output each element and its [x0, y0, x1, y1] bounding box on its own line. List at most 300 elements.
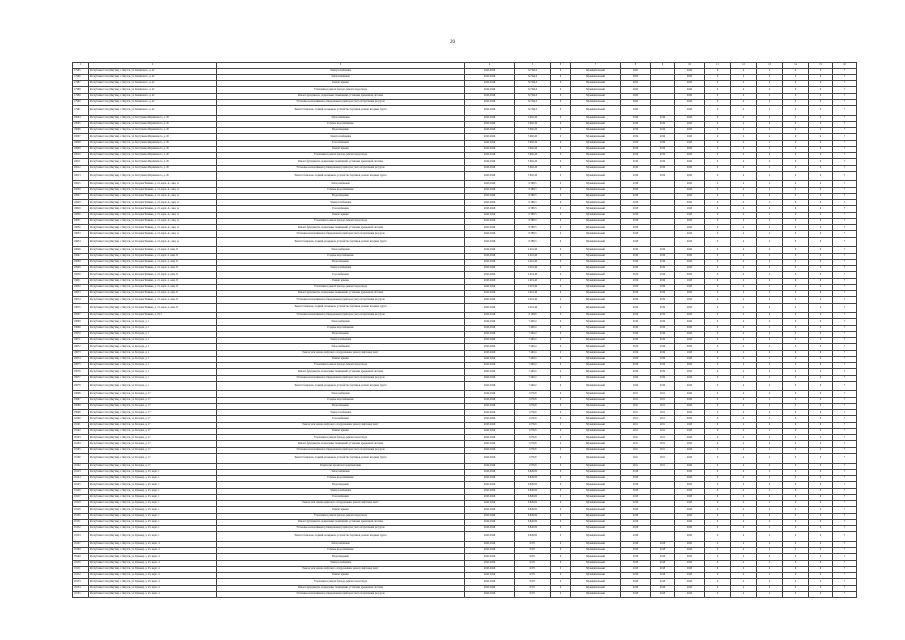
table-cell: 0	[783, 532, 809, 542]
table-cell: 4	[731, 363, 757, 369]
table-cell: 2	[757, 560, 783, 566]
table-cell: 4	[731, 74, 757, 80]
table-cell: Водоотведение	[217, 554, 465, 560]
table-cell: 0	[551, 541, 571, 547]
table-cell: 7	[833, 121, 857, 127]
table-cell: 7 400,4	[515, 350, 551, 356]
table-cell: 0	[809, 121, 833, 127]
table-cell: 18069	[73, 325, 89, 331]
table-cell: 2045-2046	[465, 501, 515, 507]
table-cell: 2045-2046	[465, 566, 515, 572]
table-cell: Республика Саха (Якутия), г. Якутск, ул. Белинского, д. 42	[89, 87, 217, 93]
table-cell: Муниципальный	[571, 410, 621, 416]
table-cell: Муниципальный	[571, 266, 621, 272]
table-cell: 0	[551, 247, 571, 253]
table-cell: 4	[731, 482, 757, 488]
table-cell: 2	[757, 344, 783, 350]
table-cell: 0	[809, 541, 833, 547]
table-cell	[651, 106, 675, 116]
table-cell: 2019	[621, 319, 651, 325]
table-cell: 2045-2046	[465, 181, 515, 187]
table-cell: 7	[833, 140, 857, 146]
table-cell: Муниципальный	[571, 278, 621, 284]
table-cell: 2011	[651, 391, 675, 397]
table-cell: 18032	[73, 225, 89, 231]
table-cell: Муниципальный	[571, 81, 621, 87]
capital-repair-table	[72, 62, 857, 598]
table-cell: 2	[757, 247, 783, 253]
table-cell: 0	[809, 284, 833, 290]
table-cell: 7	[833, 266, 857, 272]
table-cell: 2045	[621, 68, 651, 74]
table-cell: 4	[731, 566, 757, 572]
table-cell: Муниципальный	[571, 526, 621, 532]
table-cell: 2 401,40	[515, 291, 551, 297]
table-cell: 7	[833, 375, 857, 381]
table-cell: Ремонт крыши	[217, 212, 465, 218]
table-cell: 2	[757, 494, 783, 500]
table-cell: 0	[551, 435, 571, 441]
table-cell: 0	[809, 494, 833, 500]
table-cell: 2045	[675, 453, 705, 463]
table-cell: 18055	[73, 303, 89, 313]
table-cell: 2	[757, 381, 783, 391]
table-cell: 0	[783, 554, 809, 560]
table-cell: 18048	[73, 259, 89, 265]
table-cell: 18102	[73, 428, 89, 434]
table-cell: Республика Саха (Якутия), г. Якутск, ул. Бестужева-Марлинского, д. 20	[89, 165, 217, 171]
table-cell: 4	[731, 591, 757, 597]
table-cell: 2019	[651, 284, 675, 290]
table-cell: 18075	[73, 363, 89, 369]
table-cell: 0	[809, 422, 833, 428]
table-cell: 0	[551, 278, 571, 284]
table-cell: 18147	[73, 541, 89, 547]
table-cell: 2045-2046	[465, 573, 515, 579]
table-cell: Муниципальный	[571, 435, 621, 441]
table-cell: 0	[783, 441, 809, 447]
table-cell: 2045	[675, 410, 705, 416]
table-cell: 0	[809, 441, 833, 447]
table-cell: 0	[783, 284, 809, 290]
table-cell: Муниципальный	[571, 441, 621, 447]
table-cell: 18124	[73, 476, 89, 482]
table-cell: 2	[757, 482, 783, 488]
table-cell: Республика Саха (Якутия), г. Якутск, ул. Бограда, д. 1	[89, 338, 217, 344]
table-cell: 7	[833, 187, 857, 193]
table-cell: Муниципальный	[571, 391, 621, 397]
table-cell: Муниципальный	[571, 416, 621, 422]
table-cell: Республика Саха (Якутия), г. Якутск, ул. Богдана Чижика, д. 21, корп. А, секц. А	[89, 231, 217, 237]
table-cell: 2045-2046	[465, 441, 515, 447]
table-cell: 6 388,3	[515, 225, 551, 231]
table-cell: 2011	[651, 403, 675, 409]
table-cell: 18077	[73, 375, 89, 381]
table-cell: 2045	[621, 93, 651, 99]
table-cell: 4	[731, 391, 757, 397]
table-cell: Теплоснабжение	[217, 391, 465, 397]
table-cell: 2045-2046	[465, 121, 515, 127]
table-cell: 2019	[621, 350, 651, 356]
table-cell: 2045	[675, 266, 705, 272]
table-cell: 6 388,3	[515, 200, 551, 206]
table-cell: 2018	[621, 237, 651, 247]
table-cell: 2011	[651, 428, 675, 434]
table-cell: 2045-2046	[465, 331, 515, 337]
table-cell: 3 062,20	[515, 134, 551, 140]
table-cell: 2045-2046	[465, 200, 515, 206]
table-cell: 0	[705, 591, 731, 597]
table-cell: 0	[809, 134, 833, 140]
table-cell: 4	[731, 428, 757, 434]
table-cell: 0	[705, 128, 731, 134]
table-cell: 2	[757, 206, 783, 212]
table-cell: 0	[783, 507, 809, 513]
table-cell: 0	[809, 507, 833, 513]
table-cell: 7	[833, 501, 857, 507]
table-cell: Утепление и ремонт фасада, ремонт водоотвода	[217, 218, 465, 224]
table-cell: Республика Саха (Якутия), г. Якутск, ул. Бульвар, д. 25, корп. 4	[89, 560, 217, 566]
table-cell: Республика Саха (Якутия), г. Якутск, ул. Белинского, д. 42	[89, 68, 217, 74]
table-cell: 18097	[73, 397, 89, 403]
table-cell: Республика Саха (Якутия), г. Якутск, ул. Бульвар, д. 25, корп. 1	[89, 519, 217, 525]
table-cell: 4	[731, 146, 757, 152]
table-cell: 2045-2046	[465, 225, 515, 231]
table-cell: 2019	[621, 338, 651, 344]
table-cell: Ремонт крыши	[217, 428, 465, 434]
table-cell: 0	[809, 181, 833, 187]
table-cell: 0	[783, 519, 809, 525]
table-cell: 2018	[621, 591, 651, 597]
table-cell: 0	[551, 121, 571, 127]
table-cell: 4	[731, 463, 757, 469]
table-cell: 4	[731, 278, 757, 284]
table-cell: 4	[731, 356, 757, 362]
table-cell: 2	[757, 447, 783, 453]
table-cell: Муниципальный	[571, 128, 621, 134]
table-cell: 2	[757, 134, 783, 140]
table-cell: 0	[705, 106, 731, 116]
table-cell: 0	[705, 313, 731, 319]
table-cell: 7	[833, 284, 857, 290]
table-cell: 4	[731, 476, 757, 482]
table-cell: 4	[731, 253, 757, 259]
table-cell: 2019	[651, 259, 675, 265]
table-cell: 0	[783, 313, 809, 319]
table-cell: Республика Саха (Якутия), г. Якутск, ул. Бульвар, д. 25, корп. 1	[89, 513, 217, 519]
table-cell: 2018	[621, 494, 651, 500]
table-cell: 2019	[621, 253, 651, 259]
table-cell: 2	[757, 121, 783, 127]
table-cell: 0	[705, 416, 731, 422]
table-cell: 7	[833, 463, 857, 469]
table-cell: Муниципальный	[571, 363, 621, 369]
table-cell: 0	[809, 212, 833, 218]
table-cell: 2045	[675, 476, 705, 482]
table-cell: 2045-2046	[465, 68, 515, 74]
table-cell: 2	[757, 554, 783, 560]
table-cell: 2045-2046	[465, 476, 515, 482]
table-cell: 2	[757, 153, 783, 159]
table-cell: 3 062,20	[515, 115, 551, 121]
table-cell: 7	[833, 225, 857, 231]
table-cell: 2045	[675, 585, 705, 591]
table-cell: 7	[833, 560, 857, 566]
table-cell: 0	[551, 153, 571, 159]
table-cell: Теплоснабжение	[217, 181, 465, 187]
table-cell: Республика Саха (Якутия), г. Якутск, ул. Бульвар, д. 25, корп. 4	[89, 573, 217, 579]
table-cell: 2019	[651, 338, 675, 344]
table-cell: Муниципальный	[571, 488, 621, 494]
table-cell: Муниципальный	[571, 325, 621, 331]
table-cell: 0	[551, 266, 571, 272]
table-cell: 0	[809, 369, 833, 375]
table-cell: 7	[833, 231, 857, 237]
table-cell: 18054	[73, 297, 89, 303]
table-cell: 0	[783, 447, 809, 453]
table-cell: 2019	[651, 121, 675, 127]
table-cell: 2045-2046	[465, 532, 515, 542]
table-cell: 2045	[675, 381, 705, 391]
table-cell: 2045	[621, 99, 651, 105]
table-cell: 2018	[621, 585, 651, 591]
table-cell: Электроснабжение	[217, 338, 465, 344]
table-cell: 3 062,20	[515, 146, 551, 152]
table-cell: 7	[833, 469, 857, 475]
table-cell: 0	[809, 591, 833, 597]
table-cell: 7	[833, 541, 857, 547]
table-cell: 0	[809, 453, 833, 463]
table-cell: 0	[809, 338, 833, 344]
table-cell: 18126	[73, 488, 89, 494]
table-cell: 0	[809, 532, 833, 542]
table-cell: 2045-2046	[465, 99, 515, 105]
table-cell: 2019	[621, 165, 651, 171]
table-cell: 6 388,3	[515, 181, 551, 187]
table-cell: 2018	[621, 469, 651, 475]
table-cell: 2045	[675, 519, 705, 525]
table-cell: Ремонт или замена лифтового оборудования, ремонт лифтовых шахт	[217, 422, 465, 428]
table-cell: Республика Саха (Якутия), г. Якутск, ул. Богдана, д. 17	[89, 410, 217, 416]
table-body	[73, 68, 857, 598]
table-cell: 0	[705, 165, 731, 171]
table-cell: 7	[833, 181, 857, 187]
table-cell: 7	[833, 74, 857, 80]
table-cell: 2019	[621, 159, 651, 165]
table-row	[73, 591, 857, 597]
table-cell: 0	[705, 331, 731, 337]
table-cell: Ремонт балконов, лоджий, козырьков, устройство бортиков, ремонт входных групп	[217, 106, 465, 116]
table-cell: 2	[757, 532, 783, 542]
table-cell: 0	[809, 87, 833, 93]
table-cell: Установка коллективных (общедомовых) приборов учета потребления ресурсов	[217, 297, 465, 303]
table-cell: 7	[833, 422, 857, 428]
table-cell: Газоснабжение	[217, 416, 465, 422]
table-cell: 0	[705, 259, 731, 265]
table-cell: 2045	[675, 338, 705, 344]
table-cell: 2045-2046	[465, 206, 515, 212]
table-cell: 2	[757, 541, 783, 547]
table-cell: 2045	[621, 87, 651, 93]
table-cell: 2045-2046	[465, 363, 515, 369]
table-cell: 2045	[675, 375, 705, 381]
table-cell: 0	[705, 554, 731, 560]
table-cell: 4	[731, 532, 757, 542]
table-cell: 4	[731, 513, 757, 519]
table-cell: 0	[783, 81, 809, 87]
table-cell: 4	[731, 526, 757, 532]
table-cell: 0	[783, 356, 809, 362]
table-cell: 0	[551, 106, 571, 116]
table-cell: 7	[833, 397, 857, 403]
table-cell: 18152	[73, 573, 89, 579]
table-cell: 2	[757, 416, 783, 422]
table-cell: 2045	[675, 187, 705, 193]
table-cell: 0	[551, 391, 571, 397]
table-cell: Республика Саха (Якутия), г. Якутск, ул. Бограда, д. 1	[89, 363, 217, 369]
table-cell: 2018	[621, 193, 651, 199]
table-cell: 2018	[621, 519, 651, 525]
table-cell: 0	[783, 566, 809, 572]
table-cell: 0	[705, 87, 731, 93]
table-cell: 2011	[651, 447, 675, 453]
table-cell: 2045-2046	[465, 507, 515, 513]
table-cell: 2045	[675, 554, 705, 560]
column-header: 5	[515, 63, 551, 69]
table-cell: 0	[551, 206, 571, 212]
table-cell: 2045-2046	[465, 325, 515, 331]
table-cell: 2019	[651, 153, 675, 159]
table-cell: 0	[705, 356, 731, 362]
table-cell: 2045	[675, 397, 705, 403]
table-cell: 2 401,40	[515, 272, 551, 278]
table-cell: 0	[705, 381, 731, 391]
table-cell: 2045	[675, 344, 705, 350]
table-cell: 0	[551, 469, 571, 475]
table-cell: 0	[783, 259, 809, 265]
table-cell: 0	[809, 526, 833, 532]
table-cell: 32 594,0	[515, 68, 551, 74]
table-cell: 0	[551, 181, 571, 187]
table-cell: 0	[551, 501, 571, 507]
table-cell: 1 076,8	[515, 453, 551, 463]
table-cell: 0	[705, 585, 731, 591]
table-cell: 0	[705, 231, 731, 237]
table-cell: Ремонт фундамента, подвальных помещений, установка дренажной системы	[217, 159, 465, 165]
table-cell: 6 388,3	[515, 206, 551, 212]
table-cell: 0	[809, 74, 833, 80]
table-cell: 18008	[73, 140, 89, 146]
table-cell: Муниципальный	[571, 165, 621, 171]
table-cell: 0	[809, 266, 833, 272]
table-cell: 0	[809, 128, 833, 134]
table-cell: Муниципальный	[571, 591, 621, 597]
table-cell: 2045	[675, 278, 705, 284]
table-cell: 6 108,8	[515, 313, 551, 319]
table-cell: 18125	[73, 482, 89, 488]
table-cell: 7	[833, 153, 857, 159]
table-cell: 4	[731, 403, 757, 409]
table-cell: 2045-2046	[465, 560, 515, 566]
table-cell: 7 400,4	[515, 381, 551, 391]
table-cell: 2019	[651, 325, 675, 331]
table-cell: 0	[705, 469, 731, 475]
column-header: 11	[705, 63, 731, 69]
table-cell: 2018	[651, 591, 675, 597]
table-cell: 2019	[621, 140, 651, 146]
table-cell: 2019	[651, 369, 675, 375]
table-cell: 0	[551, 381, 571, 391]
table-cell: 7	[833, 548, 857, 554]
table-cell: 7	[833, 146, 857, 152]
table-cell: 2045-2046	[465, 313, 515, 319]
table-cell: Муниципальный	[571, 476, 621, 482]
table-cell: 0	[809, 278, 833, 284]
table-cell: 2	[757, 319, 783, 325]
table-cell: 2045-2046	[465, 381, 515, 391]
table-cell: Республика Саха (Якутия), г. Якутск, ул. Бульвар, д. 25, корп. 1	[89, 482, 217, 488]
table-cell: 6 826,82	[515, 501, 551, 507]
table-cell: 4	[731, 193, 757, 199]
table-cell: 2	[757, 259, 783, 265]
table-cell: 2045	[675, 165, 705, 171]
table-cell: 2011	[621, 441, 651, 447]
table-cell: 6 388,3	[515, 212, 551, 218]
table-cell: 2045	[675, 331, 705, 337]
table-cell: 2045-2046	[465, 106, 515, 116]
table-cell: 4	[731, 381, 757, 391]
table-cell: Республика Саха (Якутия), г. Якутск, ул. Бульвар, д. 25, корп. 1	[89, 532, 217, 542]
table-cell: Горячее водоснабжение	[217, 121, 465, 127]
table-cell: Муниципальный	[571, 494, 621, 500]
table-cell: 2011	[621, 435, 651, 441]
table-cell: 7	[833, 591, 857, 597]
table-cell: 0	[809, 200, 833, 206]
table-cell: 2018	[621, 218, 651, 224]
table-cell: Муниципальный	[571, 579, 621, 585]
table-cell: 0	[809, 573, 833, 579]
table-cell: 0	[551, 554, 571, 560]
table-cell: 6 388,3	[515, 187, 551, 193]
table-cell: 0	[809, 140, 833, 146]
table-cell: 0	[551, 494, 571, 500]
table-cell: 2	[757, 303, 783, 313]
table-cell: 2018	[651, 554, 675, 560]
table-cell: 2045	[621, 81, 651, 87]
table-cell: 2019	[651, 278, 675, 284]
table-cell: 0	[809, 519, 833, 525]
table-cell: 2011	[621, 453, 651, 463]
table-cell: 2019	[651, 128, 675, 134]
table-cell: 0	[705, 463, 731, 469]
table-cell: Республика Саха (Якутия), г. Якутск, ул. Бестужева-Марлинского, д. 20	[89, 140, 217, 146]
table-cell: 0	[551, 259, 571, 265]
table-cell: 0	[783, 428, 809, 434]
table-cell: Газоснабжение	[217, 272, 465, 278]
table-cell: 2045	[675, 225, 705, 231]
table-cell: 18154	[73, 585, 89, 591]
table-cell: 2	[757, 428, 783, 434]
table-cell: 0	[809, 225, 833, 231]
table-cell: 2045-2046	[465, 410, 515, 416]
table-cell: 18068	[73, 319, 89, 325]
table-cell: 2045	[675, 435, 705, 441]
table-cell: 7	[833, 344, 857, 350]
table-cell: Республика Саха (Якутия), г. Якутск, ул. Бульвар, д. 25, корп. 4	[89, 548, 217, 554]
table-cell: 0	[783, 171, 809, 181]
column-header: 3	[217, 63, 465, 69]
table-cell: 7	[833, 87, 857, 93]
